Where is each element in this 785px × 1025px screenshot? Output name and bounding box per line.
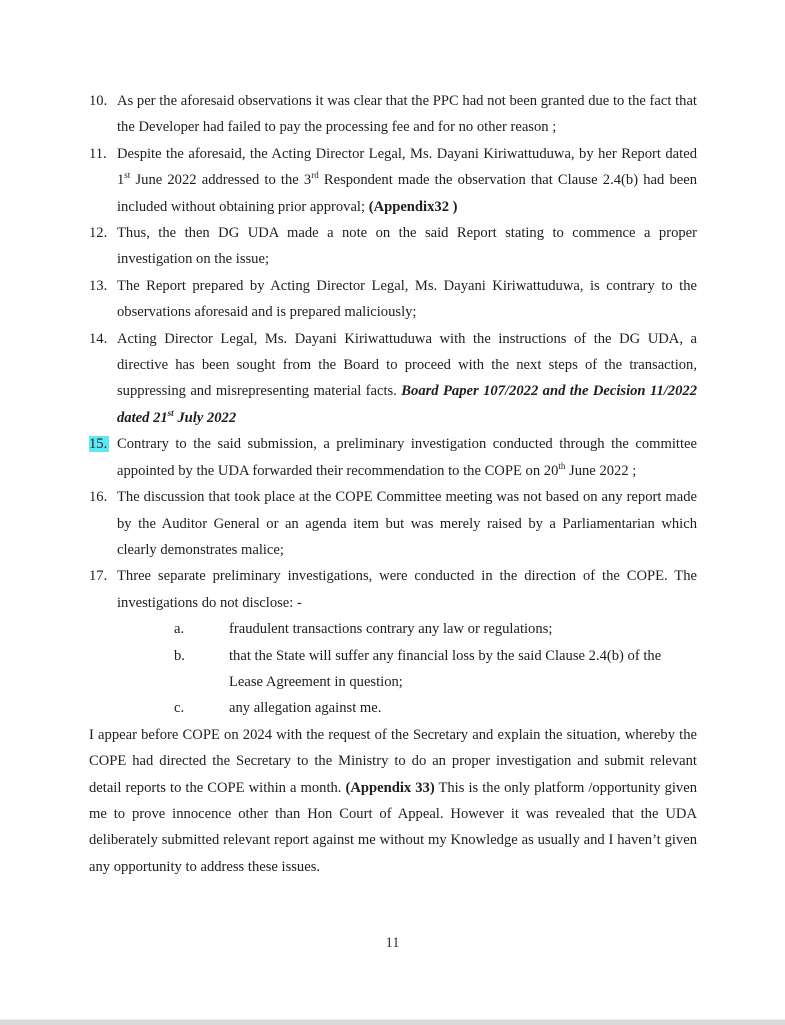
closing-paragraph: I appear before COPE on 2024 with the request of the Secretary and explain the situation, whereby the COPE had directed the Secretary to the Ministry to do an proper investigation and submit relevant detail reports to the COPE within a month. (Appendix 33) This is the only platform /opportunity given me to prove innocence other than Hon Court of Appeal. However it was revealed that the UDA deliberately submitted relevant report against me without my Knowledge as usually and I haven’t given any opportunity to address these issues. [89, 726, 698, 875]
list-item-15 [89, 431, 697, 484]
item-text: Contrary to the said submission, a preliminary investigation conducted through the committee appointed by the UDA forwarded their recommendation to the COPE on 20th June 2022 ; [117, 436, 697, 479]
sub-item-c [174, 695, 697, 721]
item-number: 14. [89, 330, 108, 347]
board-paper-reference: Board Paper 107/2022 and the Decision 11/2022 dated 21st July 2022 [117, 383, 697, 426]
sub-item-letter: c. [174, 700, 185, 717]
item-text: As per the aforesaid observations it was clear that the PPC had not been granted due to the fact that the Developer had failed to pay the processing fee and for no other reason ; [117, 93, 697, 136]
item-text: Despite the aforesaid, the Acting Director Legal, Ms. Dayani Kiriwattuduwa, by her Report dated 1st June 2022 addressed to the 3rd Respondent made the observation that Clause 2.4(b) had been included without obtaining prior approval; (Appendix32 ) [117, 145, 697, 215]
sub-item-letter: b. [174, 647, 185, 664]
item-text: Acting Director Legal, Ms. Dayani Kiriwattuduwa with the instructions of the DG UDA, a directive has been sought from the Board to proceed with the next steps of the transaction, suppressing and misrepresenting material facts. Board Paper 107/2022 and the Decision 11/2022 dated 21st July 2022 [117, 330, 697, 426]
list-item-17 [89, 563, 697, 616]
item-number: 12. [89, 225, 108, 242]
sub-item-text: fraudulent transactions contrary any law or regulations; [229, 621, 553, 638]
viewer-bottom-edge [0, 1019, 785, 1025]
item-number: 10. [89, 93, 108, 109]
highlight-mark: 15. [89, 436, 108, 453]
document-body [89, 88, 697, 880]
sub-item-text: that the State will suffer any financial loss by the said Clause 2.4(b) of the Lease Agreement in question; [229, 647, 662, 690]
item-number-highlighted [89, 431, 117, 484]
sub-item-text: any allegation against me. [229, 700, 382, 717]
sub-item-b [174, 643, 697, 696]
list-item-13 [89, 273, 697, 326]
list-item-14 [89, 326, 697, 432]
list-item-12 [89, 220, 697, 273]
item-number: 11. [89, 145, 107, 162]
list-item-10 [89, 88, 697, 141]
item-text: The discussion that took place at the COPE Committee meeting was not based on any report made by the Auditor General or an agenda item but was merely raised by a Parliamentarian which clearly demonstrates malice; [117, 489, 697, 558]
item-text: Thus, the then DG UDA made a note on the said Report stating to commence a proper investigation on the issue; [117, 225, 697, 268]
appendix-reference: (Appendix 33) [345, 779, 435, 796]
appendix-reference: (Appendix32 ) [368, 198, 458, 215]
item-text: The Report prepared by Acting Director Legal, Ms. Dayani Kiriwattuduwa, is contrary to the observations aforesaid and is prepared maliciously; [117, 277, 697, 321]
sub-item-a [174, 616, 697, 642]
item-text: Three separate preliminary investigations, were conducted in the direction of the COPE. The investigations do not disclose: - [117, 568, 697, 611]
item-number: 17. [89, 568, 108, 585]
sub-item-letter: a. [174, 621, 185, 638]
page-number: 11 [385, 935, 400, 951]
item-number: 13. [89, 277, 108, 294]
item-number: 16. [89, 489, 108, 506]
list-item-16 [89, 484, 697, 563]
list-item-11 [89, 141, 697, 220]
